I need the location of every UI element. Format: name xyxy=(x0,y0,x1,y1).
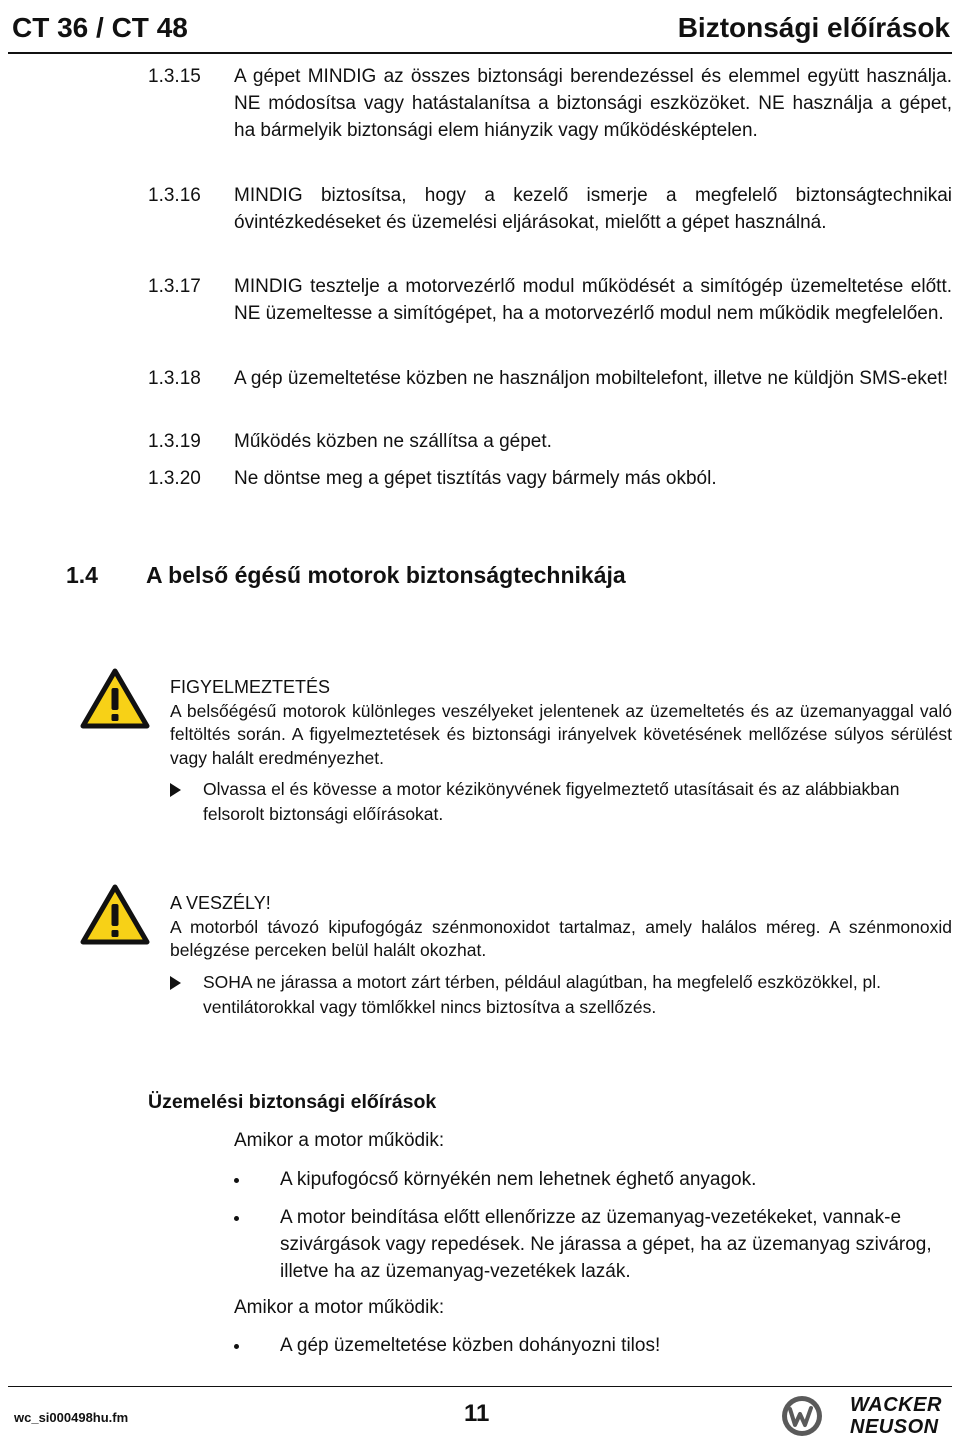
subsection-title: Üzemelési biztonsági előírások xyxy=(148,1091,437,1113)
danger-block xyxy=(170,892,952,1020)
arrow-right-icon xyxy=(170,783,181,797)
item-text: A gépet MINDIG az összes biztonsági berendezéssel és elemmel együtt használja. NE módosítsa vagy hatástalanítsa a biztonsági eszközöket. NE használja a gépet, ha bármelyik biztonsági elem hiányzik vagy működésképtelen. xyxy=(234,66,952,141)
item-number: 1.3.18 xyxy=(148,368,201,389)
bullet-text: A kipufogócső környékén nem lehetnek éghető anyagok. xyxy=(280,1169,757,1190)
bullet-icon xyxy=(234,1344,239,1349)
list-item xyxy=(148,365,952,392)
arrow-right-icon xyxy=(170,976,181,990)
bullet-icon xyxy=(234,1216,239,1221)
warning-triangle-icon xyxy=(80,884,150,946)
bullet-text: A gép üzemeltetése közben dohányozni tilos! xyxy=(280,1335,661,1356)
item-number: 1.3.20 xyxy=(148,468,201,489)
item-text: A gép üzemeltetése közben ne használjon mobiltelefont, illetve ne küldjön SMS-eket! xyxy=(234,368,948,389)
item-number: 1.3.15 xyxy=(148,66,201,87)
section-number: 1.4 xyxy=(66,562,98,588)
list-item xyxy=(148,428,952,455)
warning-step xyxy=(170,777,952,827)
danger-title: A VESZÉLY! xyxy=(170,893,271,913)
list-item xyxy=(148,63,952,144)
bullet-item xyxy=(234,1166,952,1193)
bullet-icon xyxy=(234,1178,239,1183)
footer-rule xyxy=(8,1386,952,1387)
danger-step xyxy=(170,970,952,1020)
item-text: Működés közben ne szállítsa a gépet. xyxy=(234,431,552,452)
document-model: CT 36 / CT 48 xyxy=(12,12,188,43)
intro-text: Amikor a motor működik: xyxy=(234,1130,445,1151)
warning-block xyxy=(170,676,952,827)
item-text: Ne döntse meg a gépet tisztítás vagy bármely más okból. xyxy=(234,468,717,489)
wacker-neuson-logo xyxy=(776,1392,956,1440)
item-text: MINDIG tesztelje a motorvezérlő modul működését a simítógép üzemeltetése előtt. NE üzemeltesse a simítógépet, ha a motorvezérlő modul nem működik megfelelően. xyxy=(234,276,952,324)
section-title: A belső égésű motorok biztonságtechnikája xyxy=(146,562,626,588)
logo-line1: WACKER xyxy=(850,1394,942,1416)
page-number: 11 xyxy=(464,1400,490,1427)
warning-body: A belsőégésű motorok különleges veszélyeket jelentenek az üzemeltetés és az üzemanyaggal való feltöltés során. A figyelmeztetések és biztonsági irányelvek követésének mellőzése súlyos sérülést vagy halált eredményezhet. xyxy=(170,700,952,768)
danger-step-text: SOHA ne járassa a motort zárt térben, például alagútban, ha megfelelő eszközökkel, pl. ventilátorokkal vagy tömlőkkel nincs biztosítva a szellőzés. xyxy=(203,971,882,1017)
footer-filename: wc_si000498hu.fm xyxy=(14,1410,129,1425)
wacker-neuson-logo-icon xyxy=(778,1394,834,1438)
warning-triangle-icon xyxy=(80,668,150,730)
logo-line2: NEUSON xyxy=(850,1416,939,1438)
bullet-text: A motor beindítása előtt ellenőrizze az üzemanyag-vezetékeket, vannak-e szivárgások vagy repedések. Ne járassa a gépet, ha az üzemanyag szivárog, illetve ha az üzemanyag-vezetékek lazák. xyxy=(280,1207,932,1282)
item-text: MINDIG biztosítsa, hogy a kezelő ismerje a megfelelő biztonságtechnikai óvintézkedéseket és üzemelési eljárásokat, mielőtt a gépet használná. xyxy=(234,185,952,233)
intro-text: Amikor a motor működik: xyxy=(234,1297,445,1318)
item-number: 1.3.19 xyxy=(148,431,201,452)
item-number: 1.3.17 xyxy=(148,276,201,297)
warning-title: FIGYELMEZTETÉS xyxy=(170,677,331,697)
list-item xyxy=(148,465,952,492)
warning-step-text: Olvassa el és kövesse a motor kézikönyvének figyelmeztető utasításait és az alábbiakban felsorolt biztonsági előírásokat. xyxy=(203,779,900,824)
item-number: 1.3.16 xyxy=(148,185,201,206)
danger-body: A motorból távozó kipufogógáz szénmonoxidot tartalmaz, amely halálos méreg. A szénmonoxid belégzése perceken belül halált okozhat. xyxy=(170,916,952,960)
section-heading xyxy=(66,562,626,589)
bullet-item xyxy=(234,1332,952,1359)
chapter-title: Biztonsági előírások xyxy=(677,12,950,43)
list-item xyxy=(148,273,952,327)
list-item xyxy=(148,182,952,236)
bullet-item xyxy=(234,1204,952,1285)
header-rule xyxy=(8,52,952,54)
